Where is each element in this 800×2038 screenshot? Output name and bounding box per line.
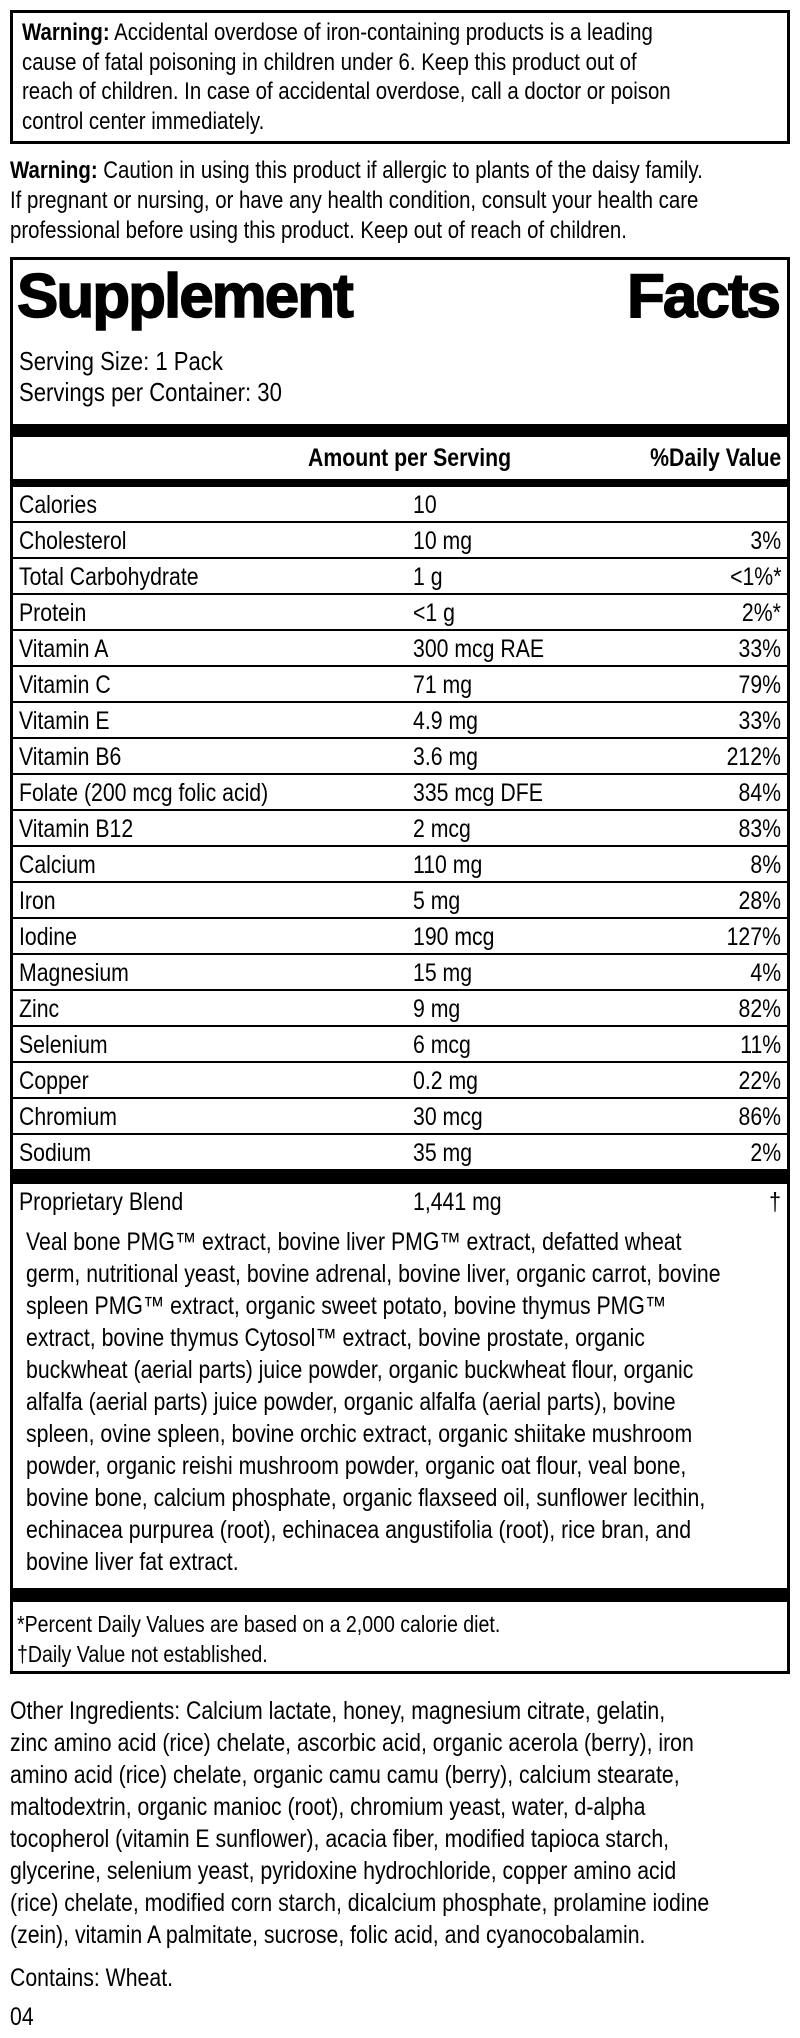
text-line [10,1823,790,1855]
text-line [10,186,790,216]
title-word-facts: Facts [627,262,779,331]
title-word-supplement: Supplement [17,262,352,331]
nutrient-amount: 2 mcg [413,815,471,843]
text-line [26,1450,781,1482]
iron-warning-box [10,10,790,144]
nutrient-amount: 335 mcg DFE [413,779,543,807]
nutrient-row [13,1027,787,1063]
header-divider-bar [13,479,787,487]
text-line-content: echinacea purpurea (root), echinacea angustifolia (root), rice bran, and [26,1516,692,1544]
table-header [13,437,787,479]
text-line [10,1855,790,1887]
nutrient-amount: 3.6 mg [413,743,478,771]
text-line-content: cause of fatal poisoning in children under 6. Keep this product out of [22,48,637,76]
text-line [10,1695,790,1727]
nutrient-name: Vitamin A [19,635,109,663]
nutrient-row [13,919,787,955]
nutrient-amount: 0.2 mg [413,1067,478,1095]
iron-warning-text [22,48,778,137]
serving-info [13,346,787,408]
text-line [10,1919,790,1951]
nutrient-row [13,1099,787,1135]
footnotes [13,1609,787,1671]
serving-size: Serving Size: 1 Pack [19,346,223,376]
warning-label: Warning: [10,157,98,184]
nutrient-name: Vitamin B12 [19,815,134,843]
text-line-content: alfalfa (aerial parts) juice powder, organic alfalfa (aerial parts), bovine [26,1388,676,1416]
nutrient-row [13,955,787,991]
warning-text: Accidental overdose of iron-containing products is a leading [109,19,653,46]
text-line-content: bovine liver fat extract. [26,1548,239,1576]
text-line-content: Veal bone PMG™ extract, bovine liver PMG™ extract, defatted wheat [26,1228,682,1256]
text-line-content: tocopherol (vitamin E sunflower), acacia fiber, modified tapioca starch, [10,1825,670,1853]
nutrient-dv: 84% [738,779,781,807]
nutrient-amount: 30 mcg [413,1103,483,1131]
text-line [10,216,790,246]
nutrient-row [13,523,787,559]
nutrient-table [13,487,787,1171]
nutrient-row [13,811,787,847]
text-line-content: extract, bovine thymus Cytosol™ extract, bovine prostate, organic [26,1324,645,1352]
nutrient-amount: 35 mg [413,1139,473,1167]
nutrient-amount: 5 mg [413,887,461,915]
nutrient-row [13,703,787,739]
nutrient-row [13,775,787,811]
nutrient-dv: 33% [738,707,781,735]
nutrient-name: Sodium [19,1139,92,1167]
text-line-content: buckwheat (aerial parts) juice powder, organic buckwheat flour, organic [26,1356,694,1384]
text-line [26,1514,781,1546]
text-line [26,1226,781,1258]
text-line-content: spleen PMG™ extract, organic sweet potato, bovine thymus PMG™ [26,1292,667,1320]
nutrient-amount: 190 mcg [413,923,495,951]
nutrient-name: Chromium [19,1103,118,1131]
nutrient-amount: 1,441 mg [413,1188,502,1216]
nutrient-row [13,1063,787,1099]
divider-bar-thick [13,1171,787,1184]
nutrient-dv: 22% [738,1067,781,1095]
text-line-content: maltodextrin, organic manioc (root), chromium yeast, water, d-alpha [10,1793,646,1821]
column-header-daily-value: %Daily Value [649,444,781,472]
proprietary-blend-row [13,1184,787,1218]
warning-text: Caution in using this product if allergic to plants of the daisy family. [97,157,703,184]
text-line-content: powder, organic reishi mushroom powder, organic oat flour, veal bone, [26,1452,687,1480]
supplement-facts-panel [10,257,790,1674]
label-code [10,2003,790,2031]
warning-line [10,156,790,186]
divider-bar-thick [13,424,787,437]
text-line-content: amino acid (rice) chelate, organic camu camu (berry), calcium stearate, [10,1761,680,1789]
nutrient-amount: 6 mcg [413,1031,471,1059]
allergen-statement [10,1964,790,1992]
text-line [22,48,778,78]
text-line [26,1322,781,1354]
warning-line [22,18,778,48]
warning-label: Warning: [22,19,110,46]
text-line-content: glycerine, selenium yeast, pyridoxine hydrochloride, copper amino acid [10,1857,677,1885]
nutrient-name: Zinc [19,995,60,1023]
nutrient-amount: 15 mg [413,959,473,987]
text-line-content: control center immediately. [22,107,265,135]
text-line [10,1759,790,1791]
text-line [26,1482,781,1514]
nutrient-dv: 86% [738,1103,781,1131]
nutrient-row [13,667,787,703]
nutrient-name: Protein [19,599,87,627]
text-line [10,1887,790,1919]
nutrient-dv: 2% [750,1139,781,1167]
supplement-facts-title [13,260,787,330]
nutrient-amount: 71 mg [413,671,473,699]
nutrient-name: Cholesterol [19,527,127,555]
nutrient-name: Calories [19,491,97,519]
nutrient-name: Vitamin E [19,707,110,735]
text-line [26,1258,781,1290]
text-line-content: (rice) chelate, modified corn starch, dicalcium phosphate, prolamine iodine [10,1889,710,1917]
text-line-content: spleen, ovine spleen, bovine orchic extract, organic shiitake mushroom [26,1420,693,1448]
text-line-content: bovine bone, calcium phosphate, organic flaxseed oil, sunflower lecithin, [26,1484,706,1512]
nutrient-dv: 83% [738,815,781,843]
text-line-content: professional before using this product. Keep out of reach of children. [10,217,627,244]
nutrient-dv: 127% [726,923,781,951]
nutrient-amount: 4.9 mg [413,707,478,735]
text-line-content: germ, nutritional yeast, bovine adrenal, bovine liver, organic carrot, bovine [26,1260,721,1288]
text-line [17,1609,781,1639]
allergen-text: Contains: Wheat. [10,1964,174,1992]
allergy-warning [10,156,790,246]
nutrient-dv: 33% [738,635,781,663]
nutrient-row [13,847,787,883]
text-line-content: *Percent Daily Values are based on a 2,000 calorie diet. [17,1611,501,1637]
nutrient-name: Folate (200 mcg folic acid) [19,779,269,807]
nutrient-name: Total Carbohydrate [19,563,199,591]
nutrient-dv: 2%* [742,599,781,627]
text-line-content: If pregnant or nursing, or have any health condition, consult your health care [10,187,699,214]
text-line [26,1386,781,1418]
text-line [17,1639,781,1669]
nutrient-row [13,631,787,667]
divider-bar-thick [13,1588,787,1602]
nutrient-name: Vitamin C [19,671,111,699]
nutrient-name: Calcium [19,851,96,879]
nutrient-name: Copper [19,1067,89,1095]
nutrient-row [13,1135,787,1171]
nutrient-name: Iodine [19,923,77,951]
nutrient-dv: 28% [738,887,781,915]
nutrient-dv: 4% [750,959,781,987]
text-line [26,1546,781,1578]
nutrient-name: Vitamin B6 [19,743,122,771]
other-ingredients [10,1695,790,1951]
nutrient-row [13,487,787,523]
text-line [26,1290,781,1322]
nutrient-amount: <1 g [413,599,455,627]
nutrient-name: Selenium [19,1031,108,1059]
proprietary-blend-description [13,1226,787,1578]
text-line [10,1791,790,1823]
nutrient-row [13,559,787,595]
text-line [26,1418,781,1450]
header-spacer [19,445,308,471]
allergy-warning-text [10,186,790,246]
text-line [22,77,778,107]
text-line [22,107,778,137]
nutrient-name: Iron [19,887,56,915]
nutrient-amount: 10 mg [413,527,473,555]
nutrient-row [13,991,787,1027]
nutrient-dv: <1%* [729,563,781,591]
nutrient-name: Magnesium [19,959,129,987]
text-line-content: Other Ingredients: Calcium lactate, honey, magnesium citrate, gelatin, [10,1697,666,1725]
text-line-content: (zein), vitamin A palmitate, sucrose, folic acid, and cyanocobalamin. [10,1921,646,1949]
nutrient-row [13,595,787,631]
nutrient-amount: 10 [413,491,437,519]
text-line [26,1354,781,1386]
nutrient-dv: 11% [740,1031,781,1059]
nutrient-dv: 3% [750,527,781,555]
text-line-content: reach of children. In case of accidental overdose, call a doctor or poison [22,78,671,105]
nutrient-row [13,739,787,775]
dagger-symbol: † [769,1188,781,1216]
nutrient-dv: 8% [750,851,781,879]
servings-per-container: Servings per Container: 30 [19,377,282,407]
text-line [10,1727,790,1759]
nutrient-row [13,883,787,919]
nutrient-name: Proprietary Blend [19,1188,184,1216]
label-code-text: 04 [10,2003,34,2031]
text-line-content: †Daily Value not established. [17,1641,268,1667]
nutrient-dv: 212% [726,743,781,771]
nutrient-amount: 1 g [413,563,443,591]
nutrient-dv: 79% [738,671,781,699]
column-header-amount: Amount per Serving [308,444,512,472]
text-line-content: zinc amino acid (rice) chelate, ascorbic acid, organic acerola (berry), iron [10,1729,694,1757]
nutrient-amount: 300 mcg RAE [413,635,545,663]
nutrient-amount: 110 mg [413,851,483,879]
nutrient-amount: 9 mg [413,995,461,1023]
nutrient-dv: 82% [738,995,781,1023]
